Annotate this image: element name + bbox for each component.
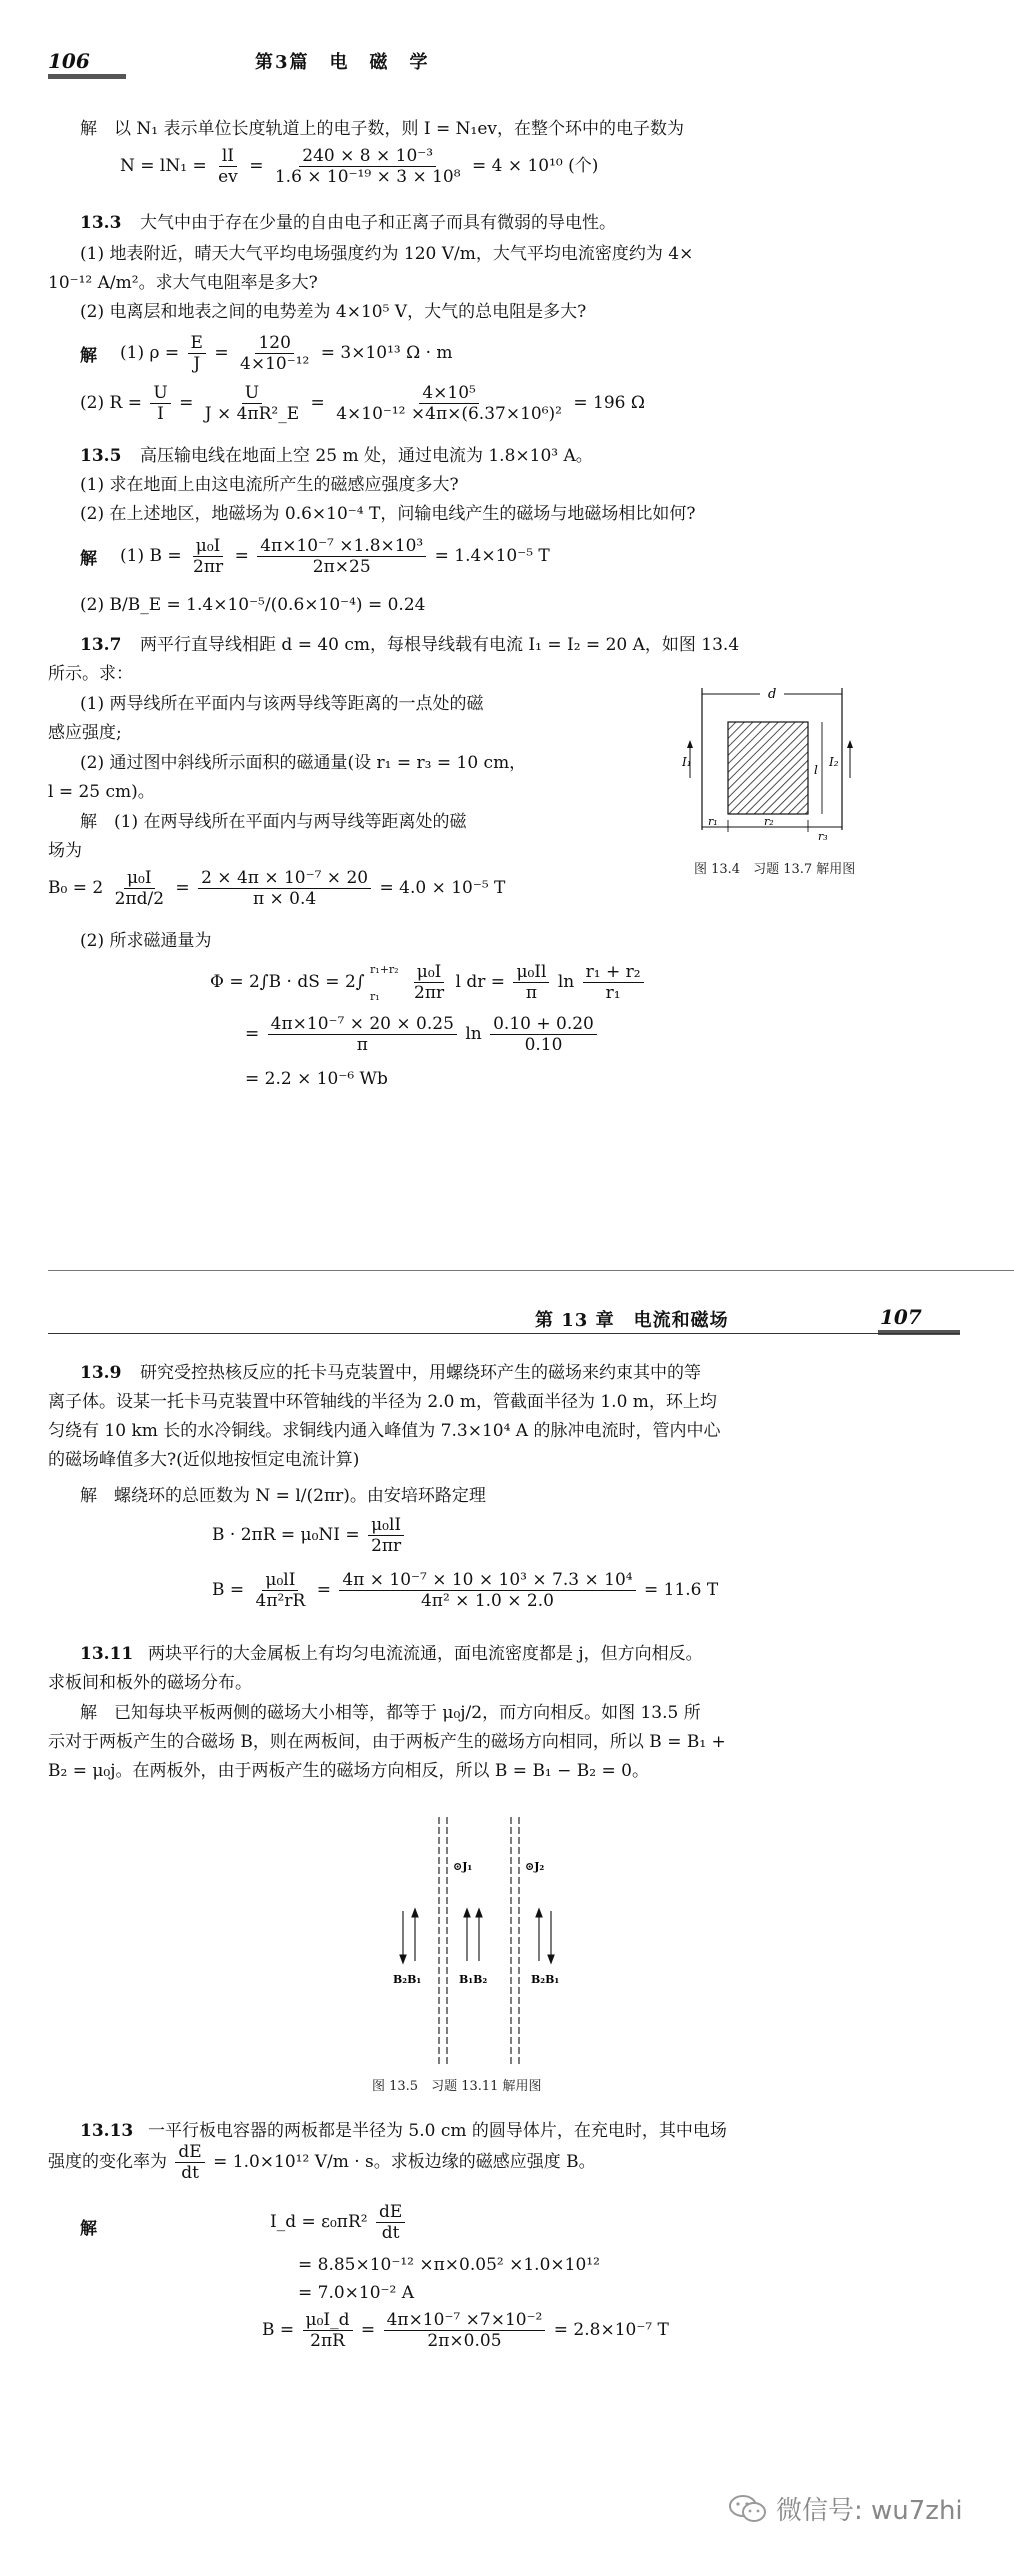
header-rule <box>48 1333 960 1334</box>
label-b1b2-middle: B₁B₂ <box>459 1973 488 1986</box>
page-top-border <box>48 1270 1014 1271</box>
problem-13-9-line3: 匀绕有 10 km 长的水冷铜线。求铜线内通入峰值为 7.3×10⁴ A 的脉冲电流时，管内中心 <box>48 1421 721 1441</box>
problem-13-5-q2: (2) 在上述地区，地磁场为 0.6×10⁻⁴ T，问输电线产生的磁场与地磁场相比如何? <box>80 504 696 524</box>
page-number: 107 <box>880 1305 922 1329</box>
equation-flux: Φ = 2∫B · dS = 2∫ r₁+r₂ r₁ $\frac{\text{μ₀I}}{2\pi r}$ l dr = $\frac{\text{μ₀Il}}{\pi}$ ln $\frac{\text{r₁ + r₂}}{\text{r₁}}$ <box>210 962 647 1003</box>
problem-13-11-solution3: B₂ = μ₀j。在两板外，由于两板产生的磁场方向相反，所以 B = B₁ − B₂ = 0。 <box>48 1761 649 1781</box>
problem-13-9-line2: 离子体。设某一托卡马克装置中环管轴线的半径为 2.0 m，管截面半径为 1.0 m，环上均 <box>48 1392 717 1412</box>
equation-displacement-current-2: = 8.85×10⁻¹² ×π×0.05² ×1.0×10¹² <box>298 2255 600 2275</box>
problem-number-13-7: 13.7 <box>80 635 122 655</box>
watermark-text: 微信号: wu7zhi <box>776 2496 963 2526</box>
problem-13-5-q1: (1) 求在地面上由这电流所产生的磁感应强度多大? <box>80 475 459 495</box>
problem-13-9-line4: 的磁场峰值多大?(近似地按恒定电流计算) <box>48 1450 360 1470</box>
solution-intro: 解 以 N₁ 表示单位长度轨道上的电子数，则 I = N₁ev，在整个环中的电子数为 <box>80 119 685 139</box>
figure-13-5-caption: 图 13.5 习题 13.11 解用图 <box>372 2079 542 2094</box>
problem-number-13-5: 13.5 <box>80 446 122 466</box>
equation-flux-result: = 2.2 × 10⁻⁶ Wb <box>245 1069 388 1089</box>
problem-13-7-q1-cont: 感应强度; <box>48 723 122 743</box>
problem-13-7-text: 两平行直导线相距 d = 40 cm，每根导线载有电流 I₁ = I₂ = 20 A，如图 13.4 <box>140 635 740 655</box>
problem-number-13-9: 13.9 <box>80 1363 122 1383</box>
hatched-area <box>728 722 808 814</box>
label-d: d <box>768 687 777 702</box>
problem-13-11-solution2: 示对于两板产生的合磁场 B，则在两板间，由于两板产生的磁场方向相同，所以 B = B₁ + <box>48 1732 726 1752</box>
problem-number-13-11: 13.11 <box>80 1644 134 1664</box>
page-106 <box>0 0 1014 1120</box>
label-r1: r₁ <box>708 815 718 828</box>
problem-13-9-line1: 研究受控热核反应的托卡马克装置中，用螺绕环产生的磁场来约束其中的等 <box>140 1363 701 1383</box>
solution-label: 解 <box>80 2219 97 2239</box>
equation-edge-field: B = $\frac{\text{μ₀I\_d}}{2\pi R}$ = $\frac{\text{4π×10⁻⁷ ×7×10⁻²}}{2\pi\times 0.05}$ = 2.8×10⁻⁷ T <box>262 2310 669 2351</box>
label-l: l <box>814 763 818 777</box>
problem-number-13-13: 13.13 <box>80 2121 134 2141</box>
fraction: $\frac{lI}{ev}$ <box>218 146 238 187</box>
equation-tokamak-b: B = $\frac{\text{μ₀lI}}{\text{4π²rR}}$ = $\frac{\text{4π × 10⁻⁷ × 10 × 10³ × 7.3 × 10⁴}}{\text{4π² × 1.0 × 2.0}}$ = 11.6 T <box>212 1570 719 1611</box>
wechat-icon <box>728 2493 768 2525</box>
problem-13-11-solution1: 解 已知每块平板两侧的磁场大小相等，都等于 μ₀j/2，而方向相反。如图 13.5 所 <box>80 1703 701 1723</box>
label-i2: I₂ <box>829 755 839 769</box>
figure-13-4-caption: 图 13.4 习题 13.7 解用图 <box>694 862 856 877</box>
problem-13-13-line2: 强度的变化率为 $\frac{dE}{dt}$ = 1.0×10¹² V/m · s。求板边缘的磁感应强度 B。 <box>48 2142 596 2183</box>
label-b2b1-left: B₂B₁ <box>393 1973 422 1986</box>
problem-13-3-q1-cont: 10⁻¹² A/m²。求大气电阻率是多大? <box>48 273 318 293</box>
figure-13-5 <box>375 1815 575 2070</box>
problem-13-7-q2-cont: l = 25 cm)。 <box>48 782 155 802</box>
problem-13-13-line1: 一平行板电容器的两板都是半径为 5.0 cm 的圆导体片，在充电时，其中电场 <box>148 2121 727 2141</box>
running-header: 第3篇 电 磁 学 <box>255 52 430 73</box>
equation-ampere: B · 2πR = μ₀NI = $\frac{\text{μ₀lI}}{2\pi r}$ <box>212 1515 407 1556</box>
problem-13-7-text-cont: 所示。求： <box>48 664 133 684</box>
solution-label: 解 <box>80 549 97 569</box>
problem-13-9-solution: 解 螺绕环的总匝数为 N = l/(2πr)。由安培环路定理 <box>80 1486 486 1506</box>
problem-13-11-line1: 两块平行的大金属板上有均匀电流流通，面电流密度都是 j，但方向相反。 <box>148 1644 703 1664</box>
page-number-underline <box>48 74 126 79</box>
problem-13-7-q1: (1) 两导线所在平面内与该两导线等距离的一点处的磁 <box>80 694 484 714</box>
equation-displacement-current: I_d = ε₀πR² $\frac{dE}{dt}$ <box>270 2202 408 2243</box>
integral-upper-limit: r₁+r₂ <box>370 962 399 976</box>
equation-flux-2: = $\frac{\text{4π×10⁻⁷ × 20 × 0.25}}{\pi}$ ln $\frac{0.10 + 0.20}{0.10}$ <box>245 1014 600 1055</box>
label-j2: ⊙J₂ <box>525 1860 545 1873</box>
page-107 <box>0 1270 1014 2554</box>
label-b2b1-right: B₂B₁ <box>531 1973 560 1986</box>
problem-13-3-q1: (1) 地表附近，晴天大气平均电场强度约为 120 V/m，大气平均电流密度约为 4× <box>80 244 694 264</box>
label-r2: r₂ <box>764 815 774 828</box>
equation-b0: B₀ = 2 $\frac{\text{μ₀I}}{2\pi d/2}$ = $\frac{\text{2 × 4π × 10⁻⁷ × 20}}{\pi \times 0.4}$ = 4.0 × 10⁻⁵ T <box>48 868 506 909</box>
problem-13-3-q2: (2) 电离层和地表之间的电势差为 4×10⁵ V，大气的总电阻是多大? <box>80 302 587 322</box>
page-number: 106 <box>48 49 90 73</box>
flux-intro: (2) 所求磁通量为 <box>80 931 212 951</box>
problem-13-7-solution-cont: 场为 <box>48 841 82 861</box>
problem-13-7-solution: 解 (1) 在两导线所在平面内与两导线等距离处的磁 <box>80 812 467 832</box>
problem-13-5-text: 高压输电线在地面上空 25 m 处，通过电流为 1.8×10³ A。 <box>140 446 593 466</box>
equation-field-line: (1) B = $\frac{\text{μ₀I}}{2\pi r}$ = $\frac{\text{4π×10⁻⁷ ×1.8×10³}}{2\pi\times 25}$ = 1.4×10⁻⁵ T <box>120 536 550 577</box>
solution-label: 解 <box>80 346 97 366</box>
problem-13-11-line2: 求板间和板外的磁场分布。 <box>48 1673 252 1693</box>
fraction: $\frac{\text{240 × 8 × 10⁻³}}{\text{1.6 × 10⁻¹⁹ × 3 × 10⁸}}$ <box>274 146 461 187</box>
equation-resistance: (2) R = $\frac{U}{I}$ = $\frac{U}{\text{J × 4πR²\_E}}$ = $\frac{\text{4×10⁵}}{\text{4×10⁻¹² ×4π×(6.37×10⁶)²}}$ = 196 Ω <box>80 383 646 424</box>
watermark <box>728 2490 963 2527</box>
problem-13-7-q2: (2) 通过图中斜线所示面积的磁通量(设 r₁ = r₃ = 10 cm， <box>80 753 527 773</box>
label-i1: I₁ <box>682 755 692 769</box>
running-header: 第 13 章 电流和磁场 <box>535 1310 729 1331</box>
label-j1: ⊙J₁ <box>453 1860 473 1873</box>
problem-number-13-3: 13.3 <box>80 213 122 233</box>
equation-ratio: (2) B/B_E = 1.4×10⁻⁵/(0.6×10⁻⁴) = 0.24 <box>80 595 426 615</box>
integral-lower-limit: r₁ <box>370 989 380 1003</box>
problem-13-3-text: 大气中由于存在少量的自由电子和正离子而具有微弱的导电性。 <box>140 213 616 233</box>
label-r3: r₃ <box>818 830 828 842</box>
equation-displacement-current-3: = 7.0×10⁻² A <box>298 2283 415 2303</box>
figure-13-4 <box>682 682 858 842</box>
equation-resistivity: (1) ρ = $\frac{E}{J}$ = $\frac{120}{\text{4×10⁻¹²}}$ = 3×10¹³ Ω · m <box>120 333 453 374</box>
equation-electron-count: N = lN₁ = $\frac{lI}{ev}$ = $\frac{\text{240 × 8 × 10⁻³}}{\text{1.6 × 10⁻¹⁹ × 3 × 10⁸}}$ = 4 × 10¹⁰ (个) <box>120 146 599 187</box>
